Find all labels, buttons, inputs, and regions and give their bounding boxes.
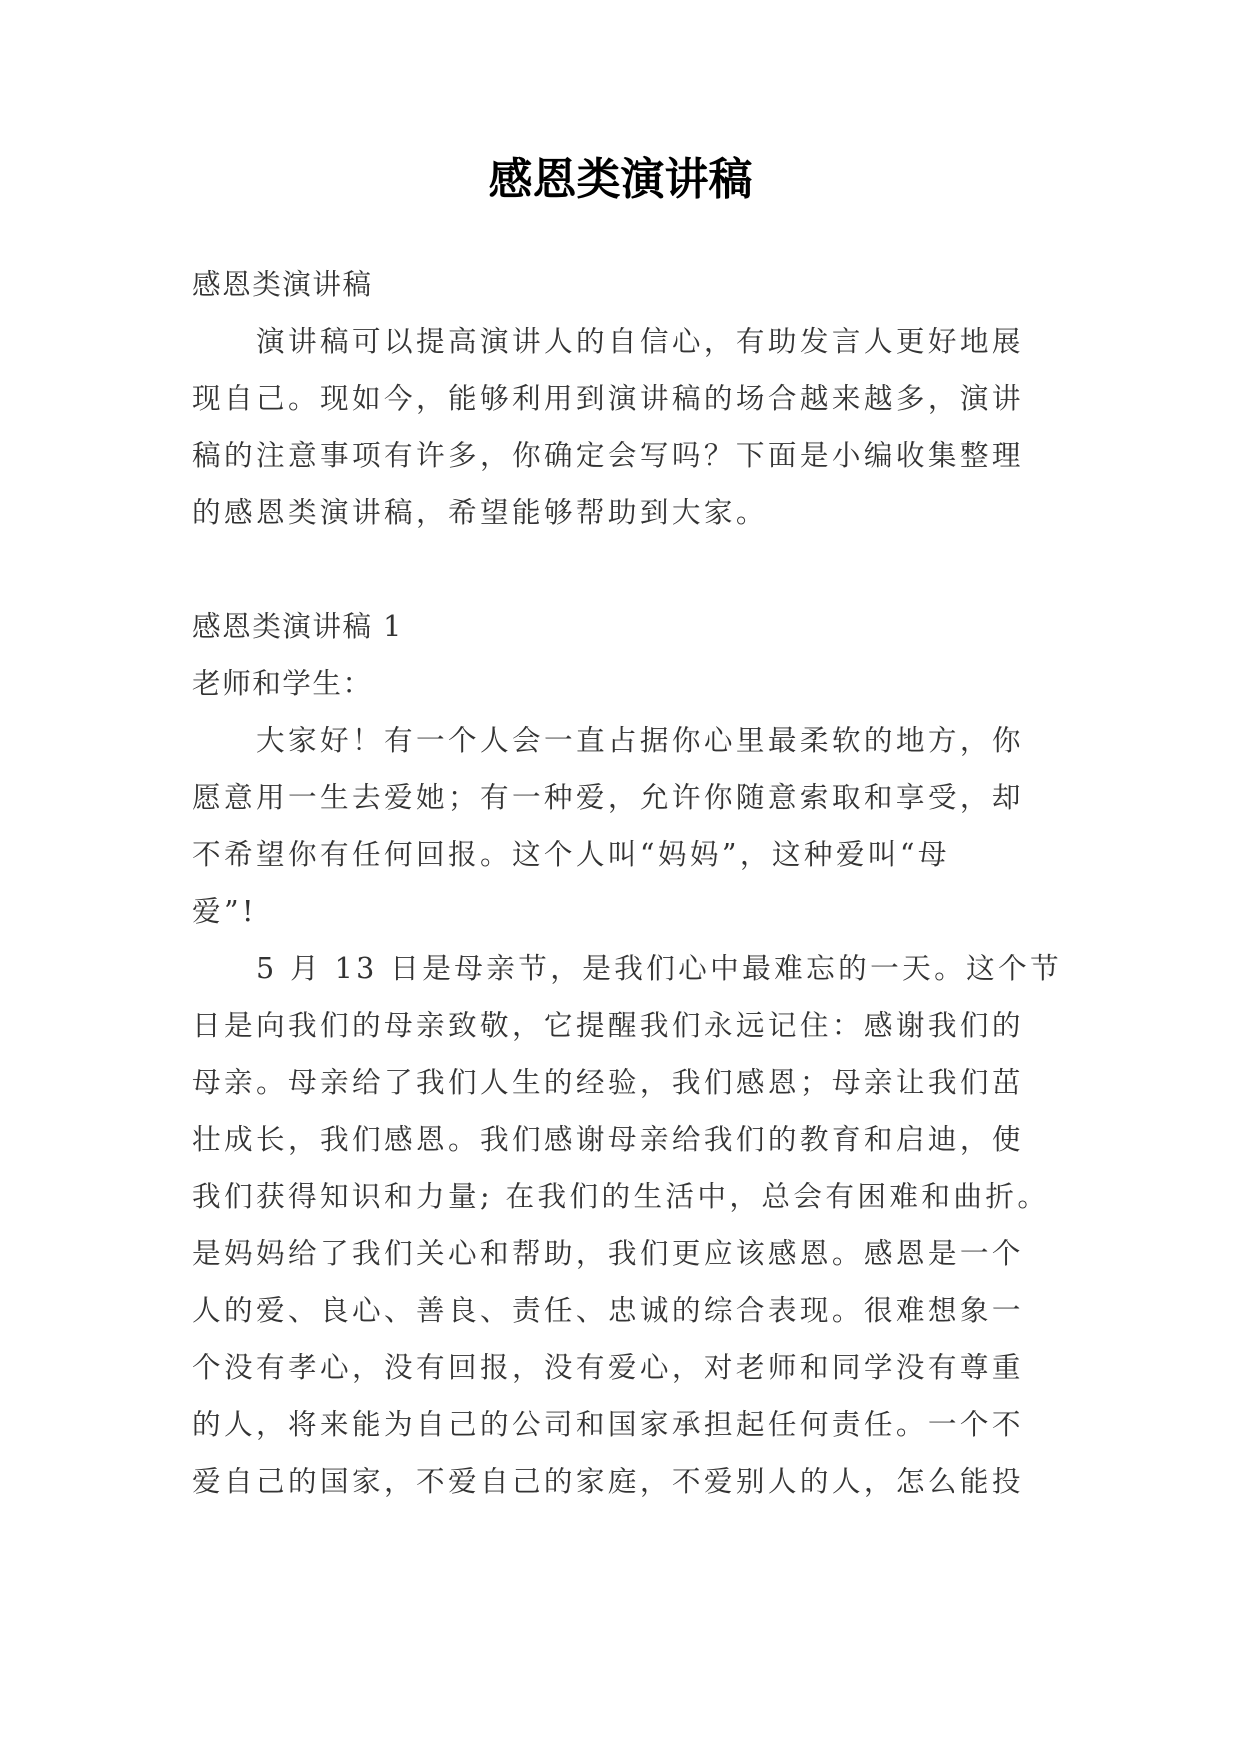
paragraph-line: 5 月 13 日是母亲节，是我们心中最难忘的一天。这个节 [256,951,1063,985]
paragraph-line: 愿意用一生去爱她；有一种爱，允许你随意索取和享受，却 [192,780,1024,814]
paragraph-line: 演讲稿可以提高演讲人的自信心，有助发言人更好地展 [256,324,1024,358]
paragraph-line: 爱”! [192,894,257,928]
paragraph-line: 人的爱、良心、善良、责任、忠诚的综合表现。很难想象一 [192,1293,1024,1327]
paragraph-line: 不希望你有任何回报。这个人叫“妈妈”，这种爱叫“母 [192,837,950,871]
page-title: 感恩类演讲稿 [488,154,753,205]
paragraph-line: 的人，将来能为自己的公司和国家承担起任何责任。一个不 [192,1407,1024,1441]
paragraph-line: 的感恩类演讲稿，希望能够帮助到大家。 [192,495,768,529]
paragraph-line: 壮成长，我们感恩。我们感谢母亲给我们的教育和启迪，使 [192,1122,1024,1156]
paragraph-line: 稿的注意事项有许多，你确定会写吗？下面是小编收集整理 [192,438,1024,472]
paragraph-line: 母亲。母亲给了我们人生的经验，我们感恩；母亲让我们茁 [192,1065,1024,1099]
paragraph-line: 日是向我们的母亲致敬，它提醒我们永远记住：感谢我们的 [192,1008,1024,1042]
paragraph-line: 大家好！有一个人会一直占据你心里最柔软的地方，你 [256,723,1024,757]
salutation: 老师和学生： [192,666,373,700]
paragraph-line: 我们获得知识和力量; 在我们的生活中，总会有困难和曲折。 [192,1179,1050,1213]
paragraph-line: 个没有孝心，没有回报，没有爱心，对老师和同学没有尊重 [192,1350,1024,1384]
paragraph-gap [192,541,1052,598]
document-body [192,256,1063,1510]
paragraph-line: 是妈妈给了我们关心和帮助，我们更应该感恩。感恩是一个 [192,1236,1024,1270]
intro-heading: 感恩类演讲稿 [192,267,373,301]
paragraph-line: 爱自己的国家，不爱自己的家庭，不爱别人的人，怎么能投 [192,1464,1024,1498]
paragraph-line: 现自己。现如今，能够利用到演讲稿的场合越来越多，演讲 [192,381,1024,415]
section-heading: 感恩类演讲稿 1 [192,609,403,643]
